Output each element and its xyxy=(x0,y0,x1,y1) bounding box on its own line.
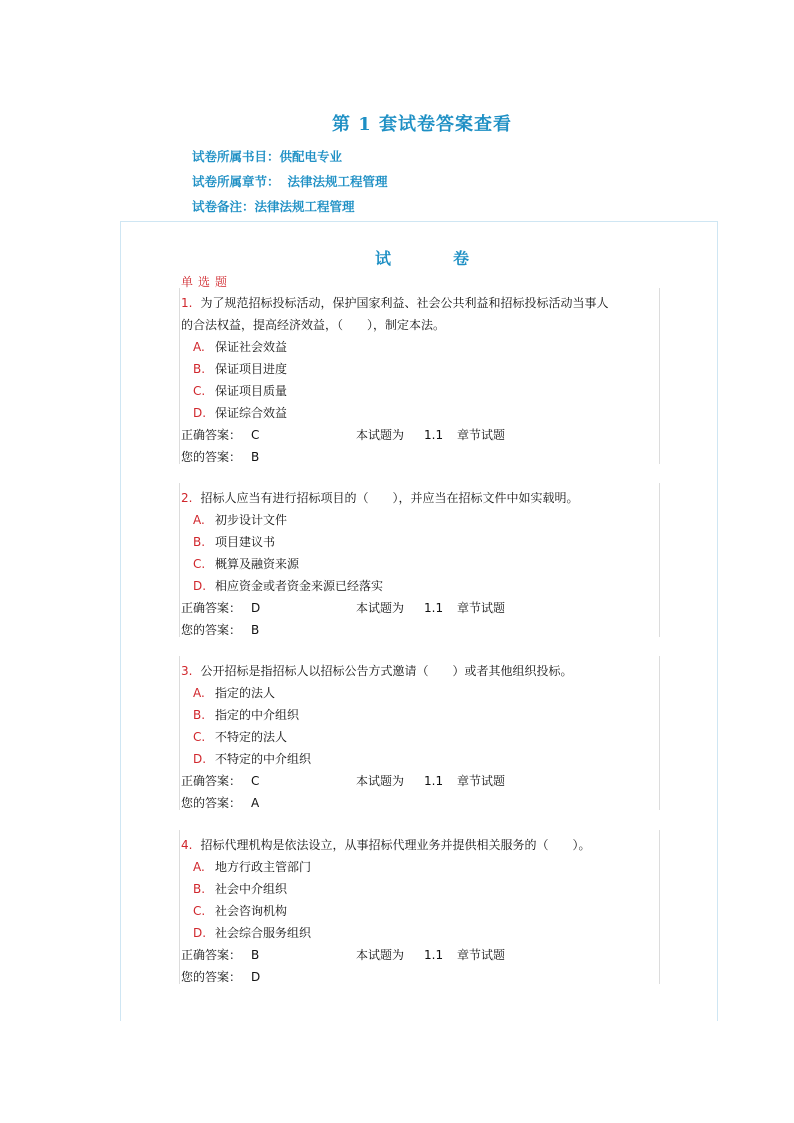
option-d: D. 不特定的中介组织 xyxy=(193,752,312,766)
question-number: 2. xyxy=(181,491,193,505)
page-title: 第 1 套试卷答案查看 xyxy=(331,114,513,135)
option-a: A. 初步设计文件 xyxy=(193,513,288,527)
option-b: B. 项目建议书 xyxy=(193,535,276,549)
your-answer: B xyxy=(251,623,260,637)
correct-answer-row: 正确答案： C 本试题为 1.1 章节试题 xyxy=(181,770,659,792)
question-2 xyxy=(181,487,659,641)
score: 1.1 xyxy=(424,428,444,442)
option-c: C. 社会咨询机构 xyxy=(193,904,288,918)
option-d: D. 相应资金或者资金来源已经落实 xyxy=(193,579,384,593)
question-3 xyxy=(181,660,659,814)
exam-heading-right: 卷 xyxy=(453,249,470,268)
score: 1.1 xyxy=(424,774,444,788)
correct-answer: B xyxy=(251,948,260,962)
option-b: B. 保证项目进度 xyxy=(193,362,288,376)
meta-note-label: 试卷备注： xyxy=(192,199,255,214)
your-answer: D xyxy=(251,970,261,984)
your-answer-row: 您的答案： B xyxy=(181,623,260,637)
option-c: C. 概算及融资来源 xyxy=(193,557,300,571)
option-b: B. 社会中介组织 xyxy=(193,882,288,896)
correct-answer: D xyxy=(251,601,261,615)
question-text: 2. 招标人应当有进行招标项目的（ ），并应当在招标文件中如实载明。 xyxy=(181,491,579,505)
option-a: A. 地方行政主管部门 xyxy=(193,860,312,874)
score: 1.1 xyxy=(424,948,444,962)
your-answer-row: 您的答案： B xyxy=(181,450,260,464)
correct-answer-row: 正确答案： C 本试题为 1.1 章节试题 xyxy=(181,424,659,446)
option-d: D. 社会综合服务组织 xyxy=(193,926,312,940)
option-d: D. 保证综合效益 xyxy=(193,406,288,420)
your-answer-row: 您的答案： D xyxy=(181,970,261,984)
option-a: A. 指定的法人 xyxy=(193,686,276,700)
your-answer-row: 您的答案： A xyxy=(181,796,260,810)
meta-book-label: 试卷所属书目： xyxy=(192,149,280,164)
meta-chapter-row xyxy=(192,173,388,198)
meta-chapter-label: 试卷所属章节： xyxy=(192,174,280,189)
question-number: 1. xyxy=(181,296,193,310)
option-a: A. 保证社会效益 xyxy=(193,340,288,354)
question-1 xyxy=(181,292,659,468)
correct-answer-row: 正确答案： D 本试题为 1.1 章节试题 xyxy=(181,597,659,619)
correct-answer: C xyxy=(251,774,260,788)
your-answer: B xyxy=(251,450,260,464)
score: 1.1 xyxy=(424,601,444,615)
meta-book-value: 供配电专业 xyxy=(279,149,343,164)
exam-meta xyxy=(192,148,388,223)
question-number: 3. xyxy=(181,664,193,678)
section-title: 单选题 xyxy=(181,275,233,289)
question-4 xyxy=(181,834,659,988)
question-text: 3. 公开招标是指招标人以招标公告方式邀请（ ）或者其他组织投标。 xyxy=(181,664,573,678)
question-number: 4. xyxy=(181,838,193,852)
correct-answer-row: 正确答案： B 本试题为 1.1 章节试题 xyxy=(181,944,659,966)
option-c: C. 保证项目质量 xyxy=(193,384,288,398)
option-b: B. 指定的中介组织 xyxy=(193,708,300,722)
your-answer: A xyxy=(251,796,260,810)
meta-chapter-value: 法律法规工程管理 xyxy=(287,174,388,189)
correct-answer: C xyxy=(251,428,260,442)
question-text: 1. 为了规范招标投标活动，保护国家利益、社会公共利益和招标投标活动当事人 xyxy=(181,296,609,310)
question-text-cont: 的合法权益，提高经济效益，（ ），制定本法。 xyxy=(181,318,446,332)
exam-heading xyxy=(0,246,794,269)
question-text: 4. 招标代理机构是依法设立，从事招标代理业务并提供相关服务的（ ）。 xyxy=(181,838,591,852)
meta-book-row xyxy=(192,148,388,173)
meta-note-row xyxy=(192,198,388,223)
option-c: C. 不特定的法人 xyxy=(193,730,288,744)
exam-heading-left: 试 xyxy=(374,249,391,268)
meta-note-value: 法律法规工程管理 xyxy=(254,199,355,214)
